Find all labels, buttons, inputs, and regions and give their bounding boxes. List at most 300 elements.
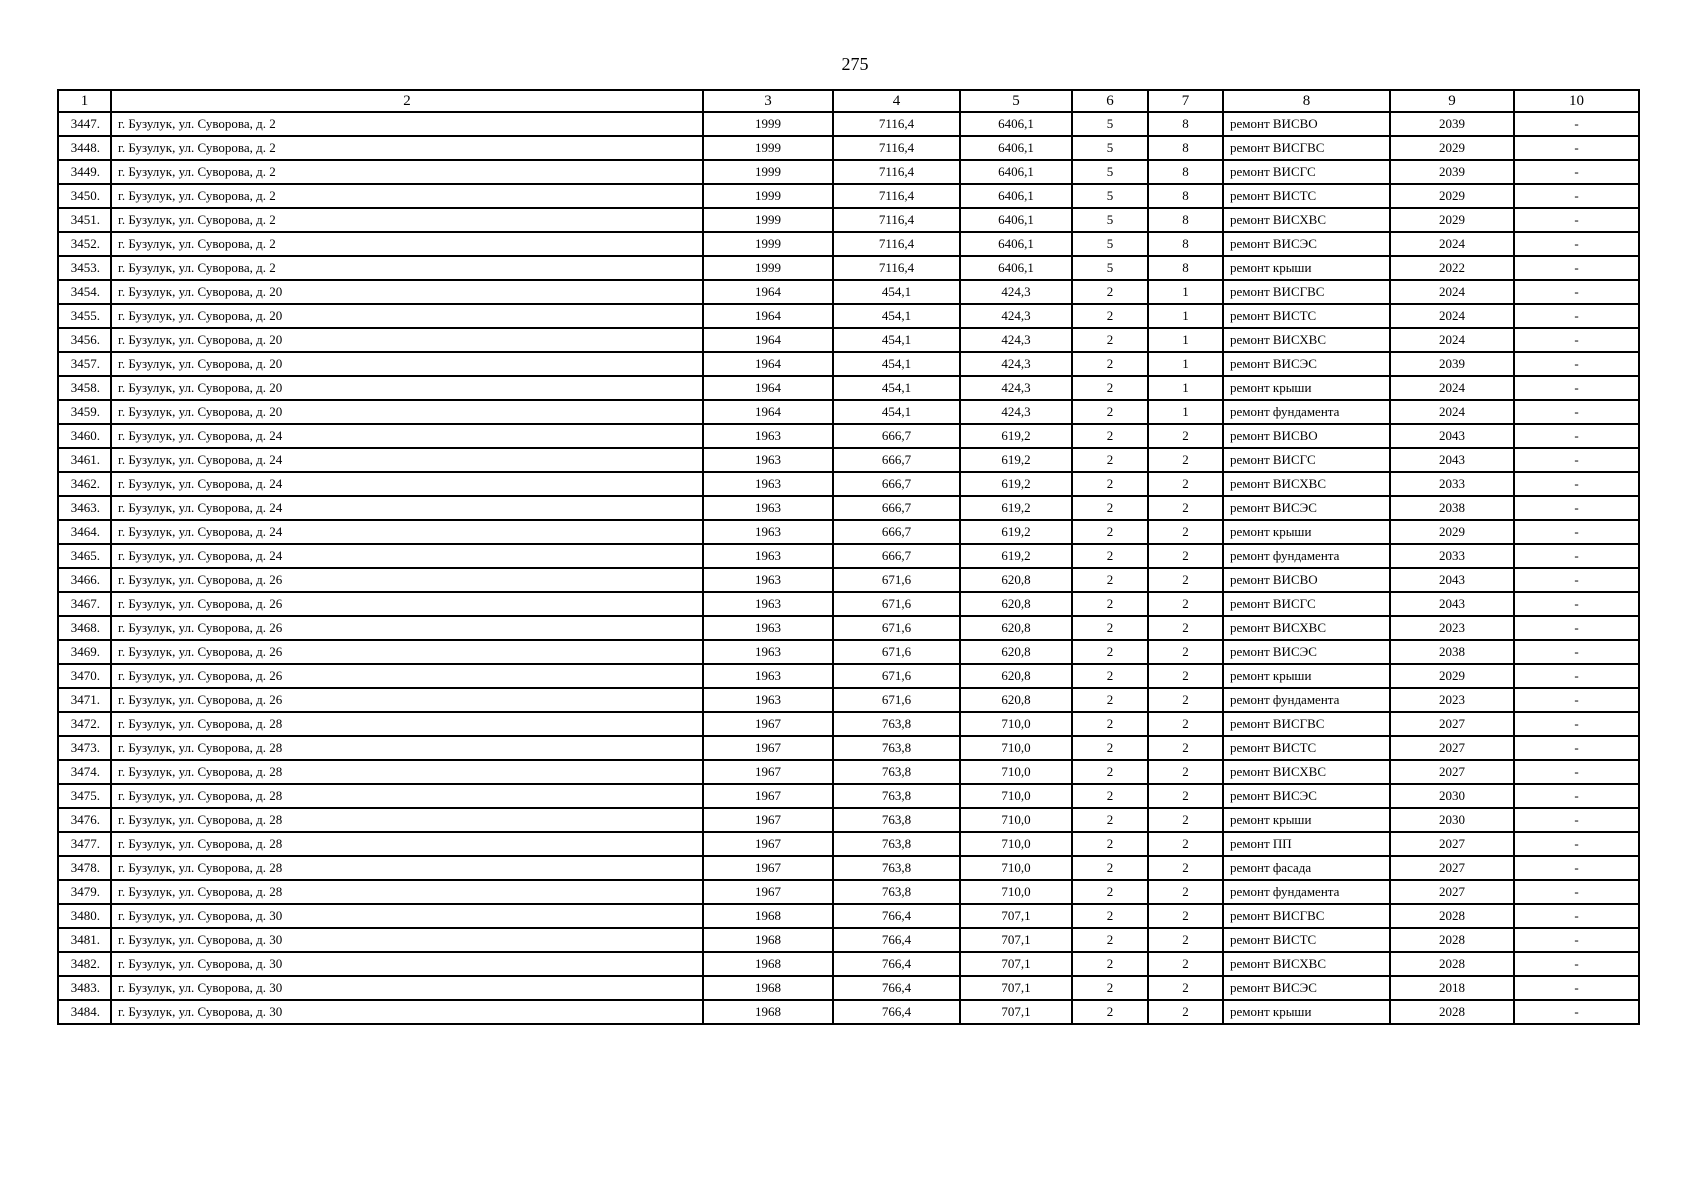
entrances-cell: 1 bbox=[1148, 328, 1223, 352]
planned-year-cell: 2029 bbox=[1390, 520, 1514, 544]
planned-year-cell: 2024 bbox=[1390, 376, 1514, 400]
total-area-cell: 666,7 bbox=[833, 496, 960, 520]
entrances-cell: 1 bbox=[1148, 376, 1223, 400]
note-cell: - bbox=[1514, 280, 1639, 304]
table-row bbox=[58, 136, 1639, 160]
floors-cell: 2 bbox=[1072, 976, 1148, 1000]
row-number: 3484. bbox=[58, 1000, 111, 1024]
total-area-cell: 671,6 bbox=[833, 664, 960, 688]
work-type-cell: ремонт ВИСЭС bbox=[1223, 784, 1390, 808]
living-area-cell: 619,2 bbox=[960, 544, 1072, 568]
floors-cell: 2 bbox=[1072, 568, 1148, 592]
total-area-cell: 7116,4 bbox=[833, 136, 960, 160]
total-area-cell: 454,1 bbox=[833, 304, 960, 328]
table-row bbox=[58, 424, 1639, 448]
note-cell: - bbox=[1514, 1000, 1639, 1024]
floors-cell: 2 bbox=[1072, 664, 1148, 688]
total-area-cell: 763,8 bbox=[833, 832, 960, 856]
year-cell: 1963 bbox=[703, 544, 833, 568]
total-area-cell: 763,8 bbox=[833, 856, 960, 880]
year-cell: 1999 bbox=[703, 160, 833, 184]
year-cell: 1967 bbox=[703, 832, 833, 856]
note-cell: - bbox=[1514, 328, 1639, 352]
living-area-cell: 620,8 bbox=[960, 616, 1072, 640]
table-row bbox=[58, 784, 1639, 808]
total-area-cell: 766,4 bbox=[833, 928, 960, 952]
living-area-cell: 710,0 bbox=[960, 856, 1072, 880]
planned-year-cell: 2024 bbox=[1390, 328, 1514, 352]
living-area-cell: 620,8 bbox=[960, 664, 1072, 688]
column-header: 2 bbox=[111, 90, 703, 112]
address-cell: г. Бузулук, ул. Суворова, д. 28 bbox=[111, 880, 703, 904]
entrances-cell: 2 bbox=[1148, 736, 1223, 760]
living-area-cell: 619,2 bbox=[960, 496, 1072, 520]
total-area-cell: 666,7 bbox=[833, 544, 960, 568]
living-area-cell: 707,1 bbox=[960, 928, 1072, 952]
table-row bbox=[58, 880, 1639, 904]
address-cell: г. Бузулук, ул. Суворова, д. 30 bbox=[111, 976, 703, 1000]
address-cell: г. Бузулук, ул. Суворова, д. 20 bbox=[111, 352, 703, 376]
entrances-cell: 2 bbox=[1148, 928, 1223, 952]
row-number: 3456. bbox=[58, 328, 111, 352]
note-cell: - bbox=[1514, 760, 1639, 784]
planned-year-cell: 2023 bbox=[1390, 688, 1514, 712]
living-area-cell: 710,0 bbox=[960, 880, 1072, 904]
living-area-cell: 424,3 bbox=[960, 400, 1072, 424]
entrances-cell: 2 bbox=[1148, 784, 1223, 808]
year-cell: 1967 bbox=[703, 760, 833, 784]
work-type-cell: ремонт ВИСЭС bbox=[1223, 232, 1390, 256]
address-cell: г. Бузулук, ул. Суворова, д. 24 bbox=[111, 472, 703, 496]
entrances-cell: 2 bbox=[1148, 544, 1223, 568]
row-number: 3478. bbox=[58, 856, 111, 880]
floors-cell: 2 bbox=[1072, 376, 1148, 400]
total-area-cell: 454,1 bbox=[833, 280, 960, 304]
planned-year-cell: 2023 bbox=[1390, 616, 1514, 640]
row-number: 3464. bbox=[58, 520, 111, 544]
address-cell: г. Бузулук, ул. Суворова, д. 28 bbox=[111, 832, 703, 856]
living-area-cell: 707,1 bbox=[960, 1000, 1072, 1024]
note-cell: - bbox=[1514, 904, 1639, 928]
row-number: 3453. bbox=[58, 256, 111, 280]
entrances-cell: 2 bbox=[1148, 976, 1223, 1000]
work-type-cell: ремонт крыши bbox=[1223, 808, 1390, 832]
planned-year-cell: 2028 bbox=[1390, 952, 1514, 976]
year-cell: 1963 bbox=[703, 496, 833, 520]
year-cell: 1999 bbox=[703, 232, 833, 256]
address-cell: г. Бузулук, ул. Суворова, д. 28 bbox=[111, 808, 703, 832]
total-area-cell: 671,6 bbox=[833, 592, 960, 616]
floors-cell: 2 bbox=[1072, 952, 1148, 976]
table-row bbox=[58, 472, 1639, 496]
address-cell: г. Бузулук, ул. Суворова, д. 26 bbox=[111, 616, 703, 640]
address-cell: г. Бузулук, ул. Суворова, д. 20 bbox=[111, 376, 703, 400]
address-cell: г. Бузулук, ул. Суворова, д. 28 bbox=[111, 760, 703, 784]
row-number: 3472. bbox=[58, 712, 111, 736]
note-cell: - bbox=[1514, 256, 1639, 280]
work-type-cell: ремонт ПП bbox=[1223, 832, 1390, 856]
total-area-cell: 763,8 bbox=[833, 760, 960, 784]
row-number: 3447. bbox=[58, 112, 111, 136]
row-number: 3471. bbox=[58, 688, 111, 712]
year-cell: 1963 bbox=[703, 664, 833, 688]
note-cell: - bbox=[1514, 544, 1639, 568]
total-area-cell: 666,7 bbox=[833, 424, 960, 448]
living-area-cell: 707,1 bbox=[960, 952, 1072, 976]
row-number: 3469. bbox=[58, 640, 111, 664]
floors-cell: 2 bbox=[1072, 496, 1148, 520]
note-cell: - bbox=[1514, 928, 1639, 952]
living-area-cell: 710,0 bbox=[960, 712, 1072, 736]
year-cell: 1968 bbox=[703, 952, 833, 976]
note-cell: - bbox=[1514, 424, 1639, 448]
total-area-cell: 666,7 bbox=[833, 520, 960, 544]
note-cell: - bbox=[1514, 112, 1639, 136]
living-area-cell: 620,8 bbox=[960, 592, 1072, 616]
total-area-cell: 7116,4 bbox=[833, 256, 960, 280]
total-area-cell: 454,1 bbox=[833, 352, 960, 376]
row-number: 3459. bbox=[58, 400, 111, 424]
row-number: 3473. bbox=[58, 736, 111, 760]
column-header: 1 bbox=[58, 90, 111, 112]
year-cell: 1968 bbox=[703, 904, 833, 928]
table-row bbox=[58, 904, 1639, 928]
total-area-cell: 7116,4 bbox=[833, 208, 960, 232]
floors-cell: 2 bbox=[1072, 520, 1148, 544]
living-area-cell: 6406,1 bbox=[960, 232, 1072, 256]
address-cell: г. Бузулук, ул. Суворова, д. 20 bbox=[111, 304, 703, 328]
table-row bbox=[58, 208, 1639, 232]
total-area-cell: 7116,4 bbox=[833, 160, 960, 184]
row-number: 3480. bbox=[58, 904, 111, 928]
floors-cell: 5 bbox=[1072, 232, 1148, 256]
address-cell: г. Бузулук, ул. Суворова, д. 20 bbox=[111, 280, 703, 304]
planned-year-cell: 2029 bbox=[1390, 136, 1514, 160]
page-number: 275 bbox=[841, 54, 869, 74]
floors-cell: 2 bbox=[1072, 688, 1148, 712]
row-number: 3461. bbox=[58, 448, 111, 472]
table-row bbox=[58, 328, 1639, 352]
entrances-cell: 2 bbox=[1148, 904, 1223, 928]
table-row bbox=[58, 304, 1639, 328]
planned-year-cell: 2033 bbox=[1390, 544, 1514, 568]
address-cell: г. Бузулук, ул. Суворова, д. 26 bbox=[111, 568, 703, 592]
entrances-cell: 2 bbox=[1148, 760, 1223, 784]
year-cell: 1967 bbox=[703, 784, 833, 808]
note-cell: - bbox=[1514, 208, 1639, 232]
work-type-cell: ремонт ВИСГВС bbox=[1223, 280, 1390, 304]
address-cell: г. Бузулук, ул. Суворова, д. 28 bbox=[111, 712, 703, 736]
year-cell: 1963 bbox=[703, 568, 833, 592]
row-number: 3457. bbox=[58, 352, 111, 376]
year-cell: 1963 bbox=[703, 688, 833, 712]
floors-cell: 2 bbox=[1072, 544, 1148, 568]
year-cell: 1963 bbox=[703, 616, 833, 640]
planned-year-cell: 2030 bbox=[1390, 808, 1514, 832]
address-cell: г. Бузулук, ул. Суворова, д. 20 bbox=[111, 400, 703, 424]
floors-cell: 2 bbox=[1072, 424, 1148, 448]
address-cell: г. Бузулук, ул. Суворова, д. 24 bbox=[111, 520, 703, 544]
planned-year-cell: 2027 bbox=[1390, 856, 1514, 880]
column-header: 5 bbox=[960, 90, 1072, 112]
row-number: 3465. bbox=[58, 544, 111, 568]
floors-cell: 2 bbox=[1072, 736, 1148, 760]
work-type-cell: ремонт крыши bbox=[1223, 520, 1390, 544]
planned-year-cell: 2038 bbox=[1390, 640, 1514, 664]
table-row bbox=[58, 448, 1639, 472]
address-cell: г. Бузулук, ул. Суворова, д. 24 bbox=[111, 424, 703, 448]
row-number: 3479. bbox=[58, 880, 111, 904]
entrances-cell: 2 bbox=[1148, 832, 1223, 856]
floors-cell: 2 bbox=[1072, 592, 1148, 616]
entrances-cell: 2 bbox=[1148, 616, 1223, 640]
work-type-cell: ремонт ВИСГВС bbox=[1223, 904, 1390, 928]
floors-cell: 2 bbox=[1072, 1000, 1148, 1024]
planned-year-cell: 2030 bbox=[1390, 784, 1514, 808]
entrances-cell: 8 bbox=[1148, 136, 1223, 160]
table-row bbox=[58, 160, 1639, 184]
work-type-cell: ремонт ВИСХВС bbox=[1223, 472, 1390, 496]
row-number: 3467. bbox=[58, 592, 111, 616]
living-area-cell: 620,8 bbox=[960, 568, 1072, 592]
note-cell: - bbox=[1514, 832, 1639, 856]
note-cell: - bbox=[1514, 736, 1639, 760]
address-cell: г. Бузулук, ул. Суворова, д. 24 bbox=[111, 544, 703, 568]
table-row bbox=[58, 592, 1639, 616]
row-number: 3481. bbox=[58, 928, 111, 952]
total-area-cell: 7116,4 bbox=[833, 232, 960, 256]
year-cell: 1968 bbox=[703, 928, 833, 952]
work-type-cell: ремонт крыши bbox=[1223, 376, 1390, 400]
address-cell: г. Бузулук, ул. Суворова, д. 20 bbox=[111, 328, 703, 352]
planned-year-cell: 2022 bbox=[1390, 256, 1514, 280]
table-row bbox=[58, 736, 1639, 760]
total-area-cell: 763,8 bbox=[833, 880, 960, 904]
total-area-cell: 666,7 bbox=[833, 448, 960, 472]
floors-cell: 2 bbox=[1072, 400, 1148, 424]
planned-year-cell: 2028 bbox=[1390, 904, 1514, 928]
work-type-cell: ремонт фундамента bbox=[1223, 544, 1390, 568]
work-type-cell: ремонт крыши bbox=[1223, 1000, 1390, 1024]
total-area-cell: 454,1 bbox=[833, 376, 960, 400]
planned-year-cell: 2027 bbox=[1390, 736, 1514, 760]
note-cell: - bbox=[1514, 784, 1639, 808]
column-header: 4 bbox=[833, 90, 960, 112]
note-cell: - bbox=[1514, 448, 1639, 472]
total-area-cell: 671,6 bbox=[833, 688, 960, 712]
living-area-cell: 710,0 bbox=[960, 736, 1072, 760]
table-row bbox=[58, 184, 1639, 208]
entrances-cell: 8 bbox=[1148, 256, 1223, 280]
entrances-cell: 8 bbox=[1148, 184, 1223, 208]
living-area-cell: 710,0 bbox=[960, 808, 1072, 832]
floors-cell: 2 bbox=[1072, 760, 1148, 784]
repair-schedule-table bbox=[57, 89, 1640, 1025]
year-cell: 1964 bbox=[703, 280, 833, 304]
floors-cell: 5 bbox=[1072, 160, 1148, 184]
table-row bbox=[58, 568, 1639, 592]
row-number: 3449. bbox=[58, 160, 111, 184]
planned-year-cell: 2043 bbox=[1390, 448, 1514, 472]
total-area-cell: 671,6 bbox=[833, 568, 960, 592]
note-cell: - bbox=[1514, 808, 1639, 832]
total-area-cell: 7116,4 bbox=[833, 184, 960, 208]
living-area-cell: 620,8 bbox=[960, 640, 1072, 664]
column-header: 3 bbox=[703, 90, 833, 112]
year-cell: 1999 bbox=[703, 136, 833, 160]
floors-cell: 2 bbox=[1072, 328, 1148, 352]
address-cell: г. Бузулук, ул. Суворова, д. 30 bbox=[111, 1000, 703, 1024]
living-area-cell: 6406,1 bbox=[960, 256, 1072, 280]
planned-year-cell: 2027 bbox=[1390, 832, 1514, 856]
address-cell: г. Бузулук, ул. Суворова, д. 26 bbox=[111, 688, 703, 712]
table-row bbox=[58, 976, 1639, 1000]
entrances-cell: 2 bbox=[1148, 496, 1223, 520]
entrances-cell: 2 bbox=[1148, 664, 1223, 688]
year-cell: 1963 bbox=[703, 424, 833, 448]
row-number: 3483. bbox=[58, 976, 111, 1000]
entrances-cell: 2 bbox=[1148, 568, 1223, 592]
planned-year-cell: 2024 bbox=[1390, 304, 1514, 328]
column-header: 7 bbox=[1148, 90, 1223, 112]
column-header: 9 bbox=[1390, 90, 1514, 112]
planned-year-cell: 2029 bbox=[1390, 664, 1514, 688]
planned-year-cell: 2039 bbox=[1390, 112, 1514, 136]
living-area-cell: 424,3 bbox=[960, 352, 1072, 376]
table-row bbox=[58, 712, 1639, 736]
column-number-header-row bbox=[58, 90, 1639, 112]
note-cell: - bbox=[1514, 664, 1639, 688]
note-cell: - bbox=[1514, 184, 1639, 208]
address-cell: г. Бузулук, ул. Суворова, д. 28 bbox=[111, 736, 703, 760]
year-cell: 1964 bbox=[703, 328, 833, 352]
row-number: 3450. bbox=[58, 184, 111, 208]
planned-year-cell: 2027 bbox=[1390, 880, 1514, 904]
total-area-cell: 671,6 bbox=[833, 640, 960, 664]
planned-year-cell: 2038 bbox=[1390, 496, 1514, 520]
entrances-cell: 8 bbox=[1148, 112, 1223, 136]
row-number: 3474. bbox=[58, 760, 111, 784]
address-cell: г. Бузулук, ул. Суворова, д. 30 bbox=[111, 928, 703, 952]
row-number: 3460. bbox=[58, 424, 111, 448]
table-row bbox=[58, 544, 1639, 568]
row-number: 3448. bbox=[58, 136, 111, 160]
note-cell: - bbox=[1514, 640, 1639, 664]
entrances-cell: 1 bbox=[1148, 400, 1223, 424]
table-row bbox=[58, 856, 1639, 880]
entrances-cell: 2 bbox=[1148, 640, 1223, 664]
year-cell: 1967 bbox=[703, 808, 833, 832]
table-row bbox=[58, 760, 1639, 784]
floors-cell: 2 bbox=[1072, 856, 1148, 880]
entrances-cell: 2 bbox=[1148, 688, 1223, 712]
total-area-cell: 454,1 bbox=[833, 400, 960, 424]
total-area-cell: 454,1 bbox=[833, 328, 960, 352]
note-cell: - bbox=[1514, 568, 1639, 592]
work-type-cell: ремонт ВИСТС bbox=[1223, 184, 1390, 208]
year-cell: 1964 bbox=[703, 400, 833, 424]
entrances-cell: 2 bbox=[1148, 472, 1223, 496]
table-row bbox=[58, 352, 1639, 376]
note-cell: - bbox=[1514, 712, 1639, 736]
address-cell: г. Бузулук, ул. Суворова, д. 30 bbox=[111, 904, 703, 928]
note-cell: - bbox=[1514, 688, 1639, 712]
year-cell: 1999 bbox=[703, 112, 833, 136]
row-number: 3458. bbox=[58, 376, 111, 400]
floors-cell: 5 bbox=[1072, 208, 1148, 232]
floors-cell: 2 bbox=[1072, 832, 1148, 856]
work-type-cell: ремонт ВИСГВС bbox=[1223, 136, 1390, 160]
living-area-cell: 424,3 bbox=[960, 376, 1072, 400]
table-row bbox=[58, 496, 1639, 520]
floors-cell: 2 bbox=[1072, 928, 1148, 952]
year-cell: 1967 bbox=[703, 880, 833, 904]
note-cell: - bbox=[1514, 376, 1639, 400]
floors-cell: 5 bbox=[1072, 256, 1148, 280]
year-cell: 1964 bbox=[703, 304, 833, 328]
table-row bbox=[58, 376, 1639, 400]
planned-year-cell: 2043 bbox=[1390, 592, 1514, 616]
planned-year-cell: 2033 bbox=[1390, 472, 1514, 496]
floors-cell: 2 bbox=[1072, 304, 1148, 328]
living-area-cell: 619,2 bbox=[960, 520, 1072, 544]
work-type-cell: ремонт ВИСХВС bbox=[1223, 952, 1390, 976]
address-cell: г. Бузулук, ул. Суворова, д. 2 bbox=[111, 112, 703, 136]
floors-cell: 5 bbox=[1072, 184, 1148, 208]
address-cell: г. Бузулук, ул. Суворова, д. 28 bbox=[111, 856, 703, 880]
row-number: 3451. bbox=[58, 208, 111, 232]
planned-year-cell: 2024 bbox=[1390, 400, 1514, 424]
total-area-cell: 763,8 bbox=[833, 808, 960, 832]
work-type-cell: ремонт ВИСЭС bbox=[1223, 352, 1390, 376]
total-area-cell: 7116,4 bbox=[833, 112, 960, 136]
work-type-cell: ремонт фундамента bbox=[1223, 880, 1390, 904]
floors-cell: 2 bbox=[1072, 880, 1148, 904]
address-cell: г. Бузулук, ул. Суворова, д. 24 bbox=[111, 496, 703, 520]
entrances-cell: 2 bbox=[1148, 880, 1223, 904]
floors-cell: 2 bbox=[1072, 352, 1148, 376]
entrances-cell: 2 bbox=[1148, 448, 1223, 472]
floors-cell: 5 bbox=[1072, 136, 1148, 160]
note-cell: - bbox=[1514, 616, 1639, 640]
work-type-cell: ремонт ВИСГС bbox=[1223, 448, 1390, 472]
work-type-cell: ремонт ВИСТС bbox=[1223, 928, 1390, 952]
work-type-cell: ремонт ВИСЭС bbox=[1223, 496, 1390, 520]
row-number: 3466. bbox=[58, 568, 111, 592]
address-cell: г. Бузулук, ул. Суворова, д. 28 bbox=[111, 784, 703, 808]
table-row bbox=[58, 832, 1639, 856]
floors-cell: 2 bbox=[1072, 784, 1148, 808]
note-cell: - bbox=[1514, 856, 1639, 880]
note-cell: - bbox=[1514, 496, 1639, 520]
row-number: 3462. bbox=[58, 472, 111, 496]
total-area-cell: 763,8 bbox=[833, 736, 960, 760]
living-area-cell: 6406,1 bbox=[960, 208, 1072, 232]
work-type-cell: ремонт ВИСХВС bbox=[1223, 208, 1390, 232]
address-cell: г. Бузулук, ул. Суворова, д. 26 bbox=[111, 664, 703, 688]
note-cell: - bbox=[1514, 400, 1639, 424]
planned-year-cell: 2029 bbox=[1390, 208, 1514, 232]
table-row bbox=[58, 664, 1639, 688]
note-cell: - bbox=[1514, 952, 1639, 976]
address-cell: г. Бузулук, ул. Суворова, д. 2 bbox=[111, 136, 703, 160]
living-area-cell: 710,0 bbox=[960, 784, 1072, 808]
work-type-cell: ремонт крыши bbox=[1223, 664, 1390, 688]
planned-year-cell: 2024 bbox=[1390, 232, 1514, 256]
address-cell: г. Бузулук, ул. Суворова, д. 24 bbox=[111, 448, 703, 472]
living-area-cell: 424,3 bbox=[960, 280, 1072, 304]
year-cell: 1967 bbox=[703, 712, 833, 736]
